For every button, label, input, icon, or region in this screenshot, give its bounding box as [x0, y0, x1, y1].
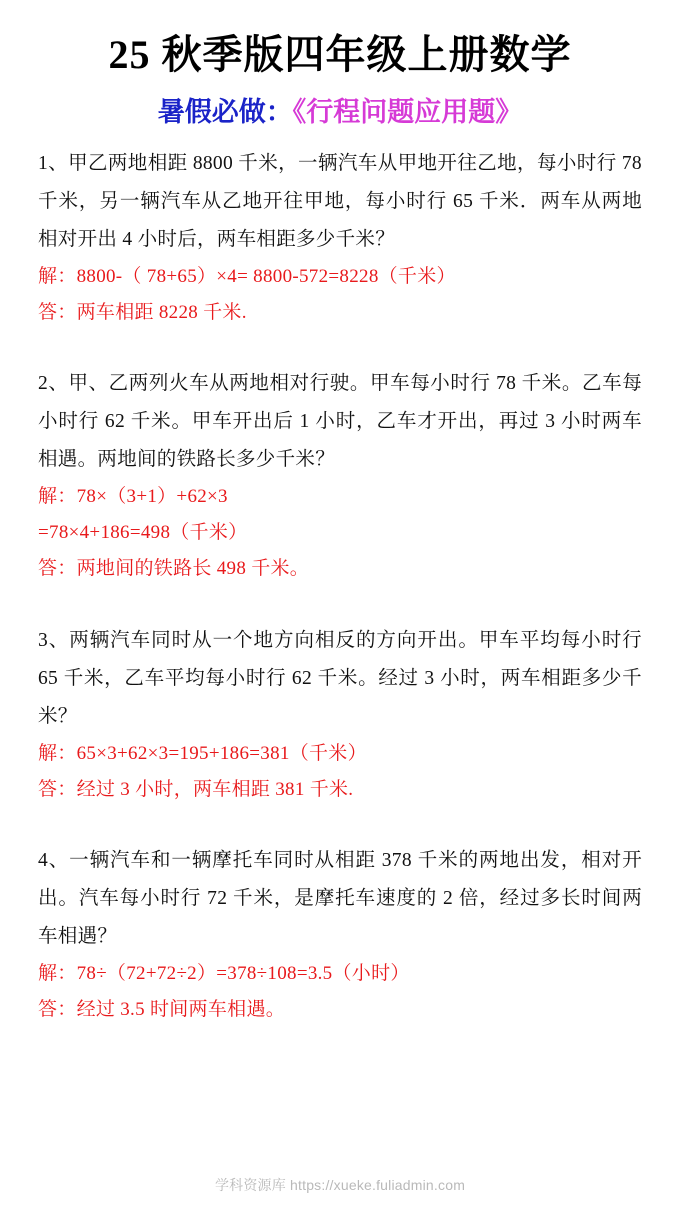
problem-question: 4、一辆汽车和一辆摩托车同时从相距 378 千米的两地出发，相对开出。汽车每小时行 72 千米，是摩托车速度的 2 倍，经过多长时间两车相遇？	[38, 849, 642, 947]
problem-solution-line: 解：8800-（ 78+65）×4= 8800-572=8228（千米）	[38, 266, 456, 288]
problem-solution-line: =78×4+186=498（千米）	[38, 522, 248, 544]
page-title: 25 秋季版四年级上册数学	[108, 32, 572, 77]
problem-solution-line: 解：65×3+62×3=195+186=381（千米）	[38, 742, 367, 764]
problem-answer-line: 答：两地间的铁路长 498 千米。	[38, 558, 310, 580]
problem-4	[38, 842, 642, 1028]
section-spacer	[38, 602, 642, 622]
problem-2	[38, 365, 642, 587]
section-spacer	[38, 822, 642, 842]
subtitle-main: 《行程问题应用题》	[292, 97, 523, 127]
problem-question: 3、两辆汽车同时从一个地方向相反的方向开出。甲车平均每小时行 65 千米，乙车平均每小时行 62 千米。经过 3 小时，两车相距多少千米？	[38, 629, 642, 727]
problem-answer-line: 答：两车相距 8228 千米.	[38, 302, 247, 324]
subtitle	[38, 90, 642, 129]
problem-question: 1、甲乙两地相距 8800 千米，一辆汽车从甲地开往乙地，每小时行 78 千米，另一辆汽车从乙地开往甲地，每小时行 65 千米．两车从两地相对开出 4 小时后，两车相距多少千米？	[38, 153, 642, 251]
problem-1	[38, 145, 642, 331]
footer-watermark: 学科资源库 https://xueke.fuliadmin.com	[214, 1177, 466, 1193]
problem-question: 2、甲、乙两列火车从两地相对行驶。甲车每小时行 78 千米。乙车每小时行 62 千米。甲车开出后 1 小时，乙车才开出，再过 3 小时两车相遇。两地间的铁路长多少千米？	[38, 373, 642, 471]
section-spacer	[38, 345, 642, 365]
problem-solution-line: 解：78×（3+1）+62×3	[38, 486, 228, 508]
problem-solution-line: 解：78÷（72+72÷2）=378÷108=3.5（小时）	[38, 962, 410, 984]
problem-answer-line: 答：经过 3.5 时间两车相遇。	[38, 998, 286, 1020]
problem-answer-line: 答：经过 3 小时，两车相距 381 千米.	[38, 778, 354, 800]
subtitle-prefix: 暑假必做：	[157, 97, 293, 127]
problem-3	[38, 622, 642, 808]
